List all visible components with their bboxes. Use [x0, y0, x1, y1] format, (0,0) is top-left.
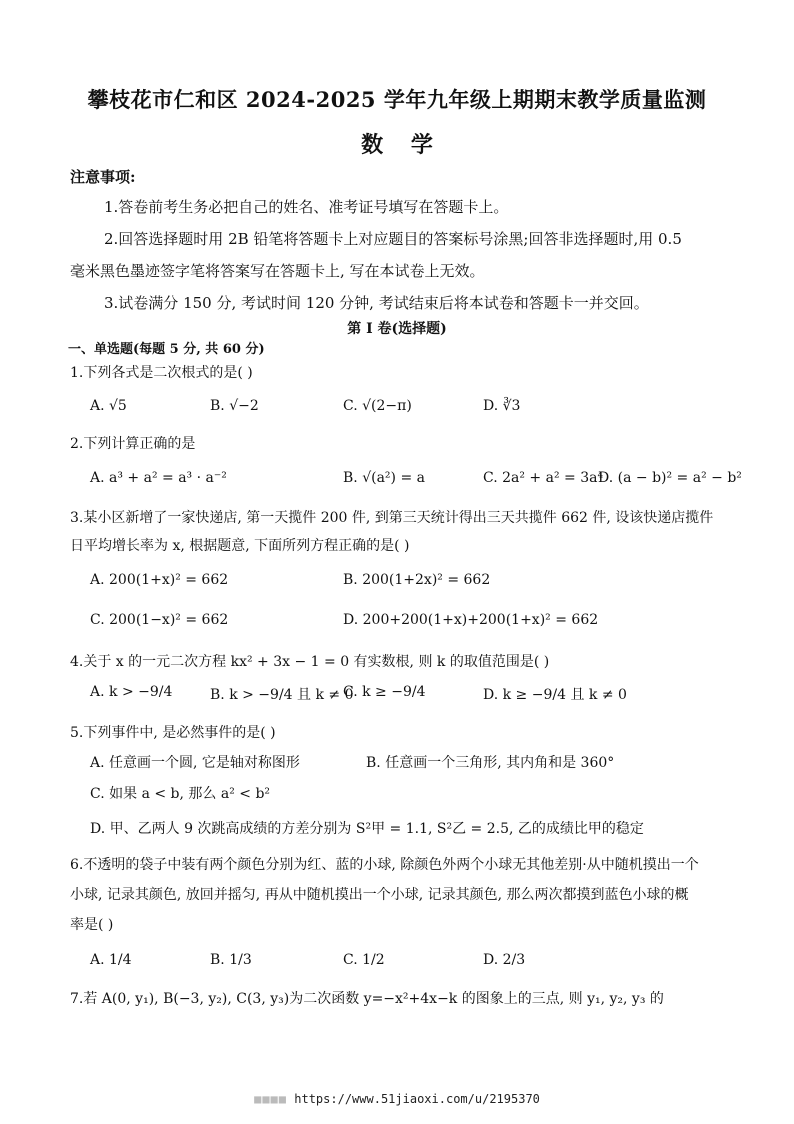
footer-marks: ■■■■ — [254, 1092, 288, 1106]
option-c: C. 2a² + a² = 3a⁴ — [483, 470, 604, 486]
question-stem: 3.某小区新增了一家快递店, 第一天揽件 200 件, 到第三天统计得出三天共揽件 662 件, 设该快递店揽件 — [70, 510, 714, 526]
note-item: 2.回答选择题时用 2B 铅笔将答题卡上对应题目的答案标号涂黑;回答非选择题时,用 0.5 — [104, 230, 682, 248]
note-item: 3.试卷满分 150 分, 考试时间 120 分钟, 考试结束后将本试卷和答题卡一并交回。 — [104, 294, 649, 312]
question-stem: 率是( ) — [70, 917, 114, 933]
option-d: D. ∛3 — [483, 398, 521, 414]
option-d: D. k ≥ −9/4 且 k ≠ 0 — [483, 687, 627, 703]
option-b: B. 1/3 — [210, 952, 252, 968]
question-stem: 5.下列事件中, 是必然事件的是( ) — [70, 725, 276, 741]
question-stem: 2.下列计算正确的是 — [70, 436, 196, 452]
question-stem: 小球, 记录其颜色, 放回并摇匀, 再从中随机摸出一个小球, 记录其颜色, 那么两次都摸到蓝色小球的概 — [70, 887, 689, 903]
part-title: 第 I 卷(选择题) — [347, 321, 447, 337]
option-c: C. k ≥ −9/4 — [343, 684, 426, 700]
question-stem: 日平均增长率为 x, 根据题意, 下面所列方程正确的是( ) — [70, 538, 410, 554]
question-stem: 7.若 A(0, y₁), B(−3, y₂), C(3, y₃)为二次函数 y=−x²+4x−k 的图象上的三点, 则 y₁, y₂, y₃ 的 — [70, 991, 664, 1007]
option-a: A. a³ + a² = a³ · a⁻² — [90, 470, 227, 486]
option-c: C. 如果 a < b, 那么 a² < b² — [90, 786, 271, 802]
note-item: 毫米黑色墨迹签字笔将答案写在答题卡上, 写在本试卷上无效。 — [70, 262, 485, 280]
option-b: B. √(a²) = a — [343, 470, 425, 486]
section-title: 一、单选题(每题 5 分, 共 60 分) — [68, 342, 265, 357]
note-item: 1.答卷前考生务必把自己的姓名、准考证号填写在答题卡上。 — [104, 198, 509, 216]
option-b: B. k > −9/4 且 k ≠ 0 — [210, 687, 354, 703]
option-a: A. 200(1+x)² = 662 — [90, 572, 229, 588]
option-b: B. 200(1+2x)² = 662 — [343, 572, 491, 588]
option-d: D. 2/3 — [483, 952, 526, 968]
option-a: A. 1/4 — [90, 952, 132, 968]
option-a: A. k > −9/4 — [90, 684, 173, 700]
footer-url[interactable]: https://www.51jiaoxi.com/u/2195370 — [294, 1092, 540, 1106]
footer-watermark — [0, 1092, 794, 1106]
option-c: C. 1/2 — [343, 952, 385, 968]
option-c: C. √(2−π) — [343, 398, 412, 414]
option-b: B. 任意画一个三角形, 其内角和是 360° — [366, 755, 615, 771]
option-a: A. 任意画一个圆, 它是轴对称图形 — [90, 755, 300, 771]
notes-heading: 注意事项: — [70, 168, 136, 186]
option-d: D. 甲、乙两人 9 次跳高成绩的方差分别为 S²甲 = 1.1, S²乙 = 2.5, 乙的成绩比甲的稳定 — [90, 821, 644, 837]
option-b: B. √−2 — [210, 398, 259, 414]
option-d: D. (a − b)² = a² − b² — [598, 470, 742, 486]
option-d: D. 200+200(1+x)+200(1+x)² = 662 — [343, 612, 599, 628]
question-stem: 1.下列各式是二次根式的是( ) — [70, 365, 253, 381]
option-a: A. √5 — [90, 398, 127, 414]
question-stem: 4.关于 x 的一元二次方程 kx² + 3x − 1 = 0 有实数根, 则 k 的取值范围是( ) — [70, 654, 550, 670]
subject-title: 数 学 — [361, 132, 433, 158]
question-stem: 6.不透明的袋子中装有两个颜色分别为红、蓝的小球, 除颜色外两个小球无其他差别·从中随机摸出一个 — [70, 857, 699, 873]
option-c: C. 200(1−x)² = 662 — [90, 612, 229, 628]
page-title: 攀枝花市仁和区 2024-2025 学年九年级上期期末教学质量监测 — [87, 87, 707, 112]
